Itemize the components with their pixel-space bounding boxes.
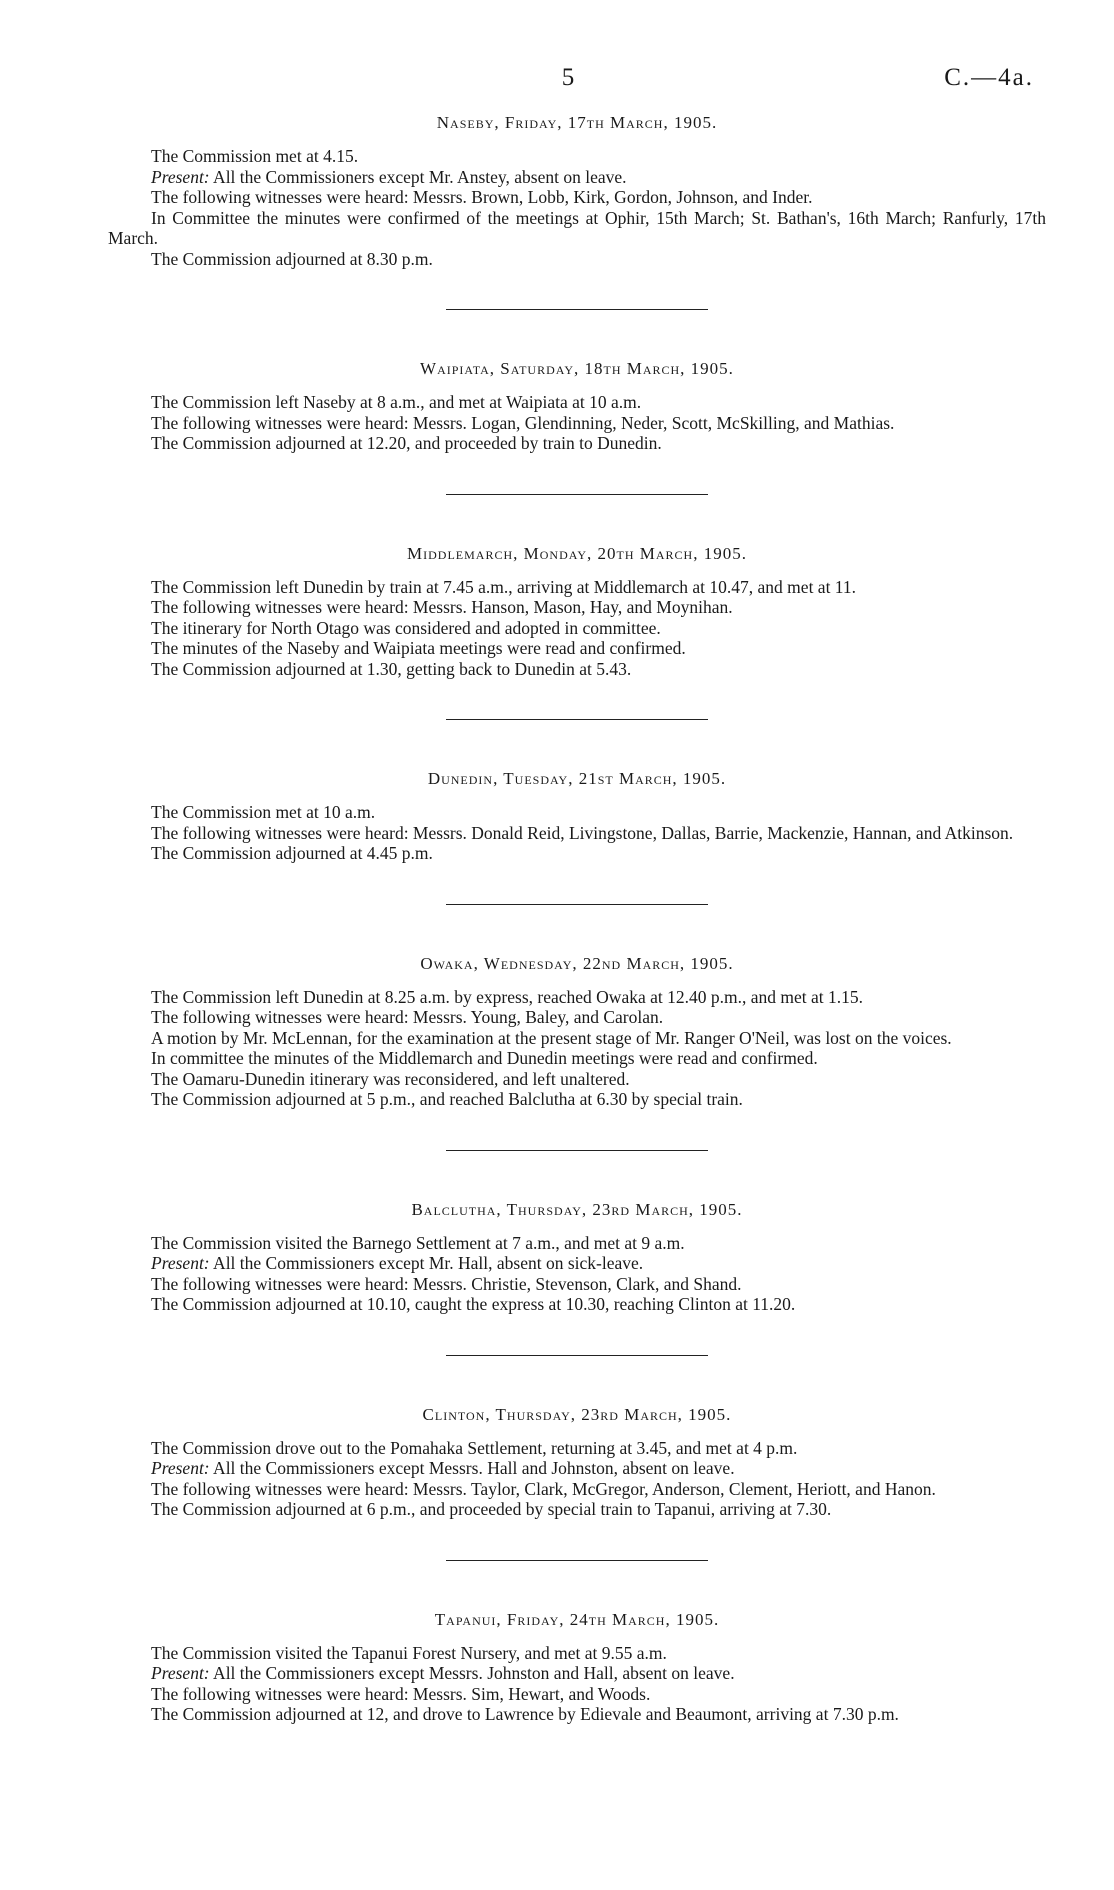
meeting-section bbox=[108, 1404, 1046, 1520]
minutes-paragraph bbox=[108, 1089, 1046, 1110]
minutes-paragraph bbox=[108, 1704, 1046, 1725]
meeting-section bbox=[108, 768, 1046, 864]
paragraph-label: Present: bbox=[151, 1253, 210, 1273]
meeting-heading: Clinton, Thursday, 23rd March, 1905. bbox=[422, 1404, 732, 1424]
meeting-heading: Owaka, Wednesday, 22nd March, 1905. bbox=[420, 953, 734, 973]
section-divider bbox=[446, 904, 708, 905]
paragraph-text: In committee the minutes of the Middlemarch and Dunedin meetings were read and confirmed. bbox=[151, 1048, 818, 1068]
section-divider bbox=[446, 494, 708, 495]
paragraph-text: The following witnesses were heard: Messrs. Donald Reid, Livingstone, Dallas, Barrie, Mackenzie, Hannan, and Atkinson. bbox=[151, 822, 1014, 843]
minutes-paragraph bbox=[108, 987, 1046, 1008]
paragraph-text: All the Commissioners except Mr. Hall, absent on sick-leave. bbox=[209, 1253, 644, 1273]
paragraph-text: In Committee the minutes were confirmed of the meetings at Ophir, 15th March; St. Bathan's, 16th March; Ranfurly, 17th March. bbox=[108, 207, 1046, 248]
paragraph-text: All the Commissioners except Messrs. Johnston and Hall, absent on leave. bbox=[209, 1663, 735, 1683]
page-number: 5 bbox=[561, 64, 575, 91]
minutes-paragraph bbox=[108, 823, 1046, 844]
section-divider bbox=[446, 1355, 708, 1356]
section-divider bbox=[446, 1560, 708, 1561]
minutes-paragraph bbox=[108, 433, 1046, 454]
section-divider bbox=[446, 1150, 708, 1151]
minutes-paragraph bbox=[108, 1253, 1046, 1274]
minutes-content bbox=[108, 112, 1046, 1725]
paragraph-text: A motion by Mr. McLennan, for the examination at the present stage of Mr. Ranger O'Neil, was lost on the voices. bbox=[151, 1027, 952, 1048]
paragraph-text: The Oamaru-Dunedin itinerary was reconsidered, and left unaltered. bbox=[151, 1068, 630, 1089]
paragraph-text: The Commission met at 10 a.m. bbox=[151, 802, 376, 822]
paragraph-text: The following witnesses were heard: Messrs. Christie, Stevenson, Clark, and Shand. bbox=[151, 1273, 742, 1294]
minutes-paragraph bbox=[108, 146, 1046, 167]
paragraph-label: Present: bbox=[151, 1458, 210, 1478]
minutes-paragraph bbox=[108, 249, 1046, 270]
paragraph-text: The Commission adjourned at 1.30, getting back to Dunedin at 5.43. bbox=[151, 658, 632, 679]
paragraph-text: The Commission adjourned at 6 p.m., and proceeded by special train to Tapanui, arriving at 7.30. bbox=[151, 1499, 832, 1519]
paragraph-text: The Commission adjourned at 10.10, caught the express at 10.30, reaching Clinton at 11.20. bbox=[151, 1294, 796, 1314]
meeting-heading: Tapanui, Friday, 24th March, 1905. bbox=[434, 1609, 720, 1629]
paragraph-text: The following witnesses were heard: Messrs. Sim, Hewart, and Woods. bbox=[151, 1683, 651, 1704]
paragraph-text: The Commission left Dunedin by train at 7.45 a.m., arriving at Middlemarch at 10.47, and met at 11. bbox=[151, 576, 857, 597]
minutes-paragraph bbox=[108, 638, 1046, 659]
paragraph-text: The Commission visited the Barnego Settlement at 7 a.m., and met at 9 a.m. bbox=[151, 1232, 685, 1253]
minutes-paragraph bbox=[108, 1294, 1046, 1315]
meeting-section bbox=[108, 112, 1046, 269]
minutes-paragraph bbox=[108, 618, 1046, 639]
meeting-section bbox=[108, 543, 1046, 680]
paragraph-text: The following witnesses were heard: Messrs. Young, Baley, and Carolan. bbox=[151, 1007, 664, 1027]
meeting-heading: Dunedin, Tuesday, 21st March, 1905. bbox=[427, 769, 727, 788]
paragraph-text: The Commission adjourned at 4.45 p.m. bbox=[151, 843, 433, 863]
minutes-paragraph bbox=[108, 1499, 1046, 1520]
minutes-paragraph bbox=[108, 1438, 1046, 1459]
minutes-paragraph bbox=[108, 1274, 1046, 1295]
minutes-paragraph bbox=[108, 187, 1046, 208]
paragraph-text: The Commission adjourned at 5 p.m., and reached Balclutha at 6.30 by special train. bbox=[151, 1089, 743, 1109]
meeting-section bbox=[108, 1199, 1046, 1315]
minutes-paragraph bbox=[108, 1007, 1046, 1028]
meeting-section bbox=[108, 358, 1046, 454]
minutes-paragraph bbox=[108, 1028, 1046, 1049]
minutes-paragraph bbox=[108, 1479, 1046, 1500]
meeting-heading: Waipiata, Saturday, 18th March, 1905. bbox=[420, 359, 734, 378]
paragraph-text: The minutes of the Naseby and Waipiata meetings were read and confirmed. bbox=[151, 638, 686, 658]
paragraph-label: Present: bbox=[151, 1663, 210, 1683]
minutes-paragraph bbox=[108, 1233, 1046, 1254]
paragraph-text: The following witnesses were heard: Messrs. Taylor, Clark, McGregor, Anderson, Clement, Heriott, and Hanon. bbox=[151, 1478, 936, 1499]
minutes-paragraph bbox=[108, 659, 1046, 680]
minutes-paragraph bbox=[108, 1643, 1046, 1664]
minutes-paragraph bbox=[108, 843, 1046, 864]
paragraph-text: The following witnesses were heard: Messrs. Brown, Lobb, Kirk, Gordon, Johnson, and Inder. bbox=[151, 187, 813, 207]
minutes-paragraph bbox=[108, 1458, 1046, 1479]
paragraph-text: The following witnesses were heard: Messrs. Logan, Glendinning, Neder, Scott, McSkilling, and Mathias. bbox=[151, 412, 895, 433]
minutes-paragraph bbox=[108, 413, 1046, 434]
minutes-paragraph bbox=[108, 392, 1046, 413]
meeting-section bbox=[108, 1609, 1046, 1725]
section-divider bbox=[446, 309, 708, 310]
paragraph-label: Present: bbox=[151, 166, 210, 187]
paragraph-text: The Commission visited the Tapanui Forest Nursery, and met at 9.55 a.m. bbox=[151, 1642, 667, 1663]
paragraph-text: The Commission left Dunedin at 8.25 a.m. by express, reached Owaka at 12.40 p.m., and met at 1.15. bbox=[151, 986, 863, 1007]
minutes-paragraph bbox=[108, 1663, 1046, 1684]
minutes-paragraph bbox=[108, 1684, 1046, 1705]
paragraph-text: The Commission drove out to the Pomahaka Settlement, returning at 3.45, and met at 4 p.m. bbox=[151, 1437, 798, 1458]
minutes-paragraph bbox=[108, 802, 1046, 823]
minutes-paragraph bbox=[108, 1048, 1046, 1069]
paragraph-text: The Commission met at 4.15. bbox=[151, 146, 359, 166]
paragraph-text: The itinerary for North Otago was considered and adopted in committee. bbox=[151, 617, 661, 638]
paragraph-text: The Commission left Naseby at 8 a.m., and met at Waipiata at 10 a.m. bbox=[151, 392, 642, 412]
paragraph-text: All the Commissioners except Messrs. Hall and Johnston, absent on leave. bbox=[209, 1458, 735, 1478]
section-divider bbox=[446, 719, 708, 720]
paragraph-text: The following witnesses were heard: Messrs. Hanson, Mason, Hay, and Moynihan. bbox=[151, 597, 733, 617]
paragraph-text: The Commission adjourned at 8.30 p.m. bbox=[151, 248, 433, 269]
meeting-heading: Middlemarch, Monday, 20th March, 1905. bbox=[407, 543, 747, 563]
paragraph-text: All the Commissioners except Mr. Anstey, absent on leave. bbox=[209, 166, 627, 187]
paragraph-text: The Commission adjourned at 12.20, and proceeded by train to Dunedin. bbox=[151, 433, 662, 453]
minutes-paragraph bbox=[108, 597, 1046, 618]
minutes-paragraph bbox=[108, 1069, 1046, 1090]
minutes-paragraph bbox=[108, 208, 1046, 249]
paragraph-text: The Commission adjourned at 12, and drove to Lawrence by Edievale and Beaumont, arriving at 7.30 p.m. bbox=[151, 1704, 899, 1724]
minutes-paragraph bbox=[108, 577, 1046, 598]
minutes-paragraph bbox=[108, 167, 1046, 188]
meeting-heading: Naseby, Friday, 17th March, 1905. bbox=[436, 113, 718, 132]
meeting-heading: Balclutha, Thursday, 23rd March, 1905. bbox=[411, 1199, 743, 1219]
meeting-section bbox=[108, 953, 1046, 1110]
document-reference: C.—4a. bbox=[944, 64, 1034, 91]
